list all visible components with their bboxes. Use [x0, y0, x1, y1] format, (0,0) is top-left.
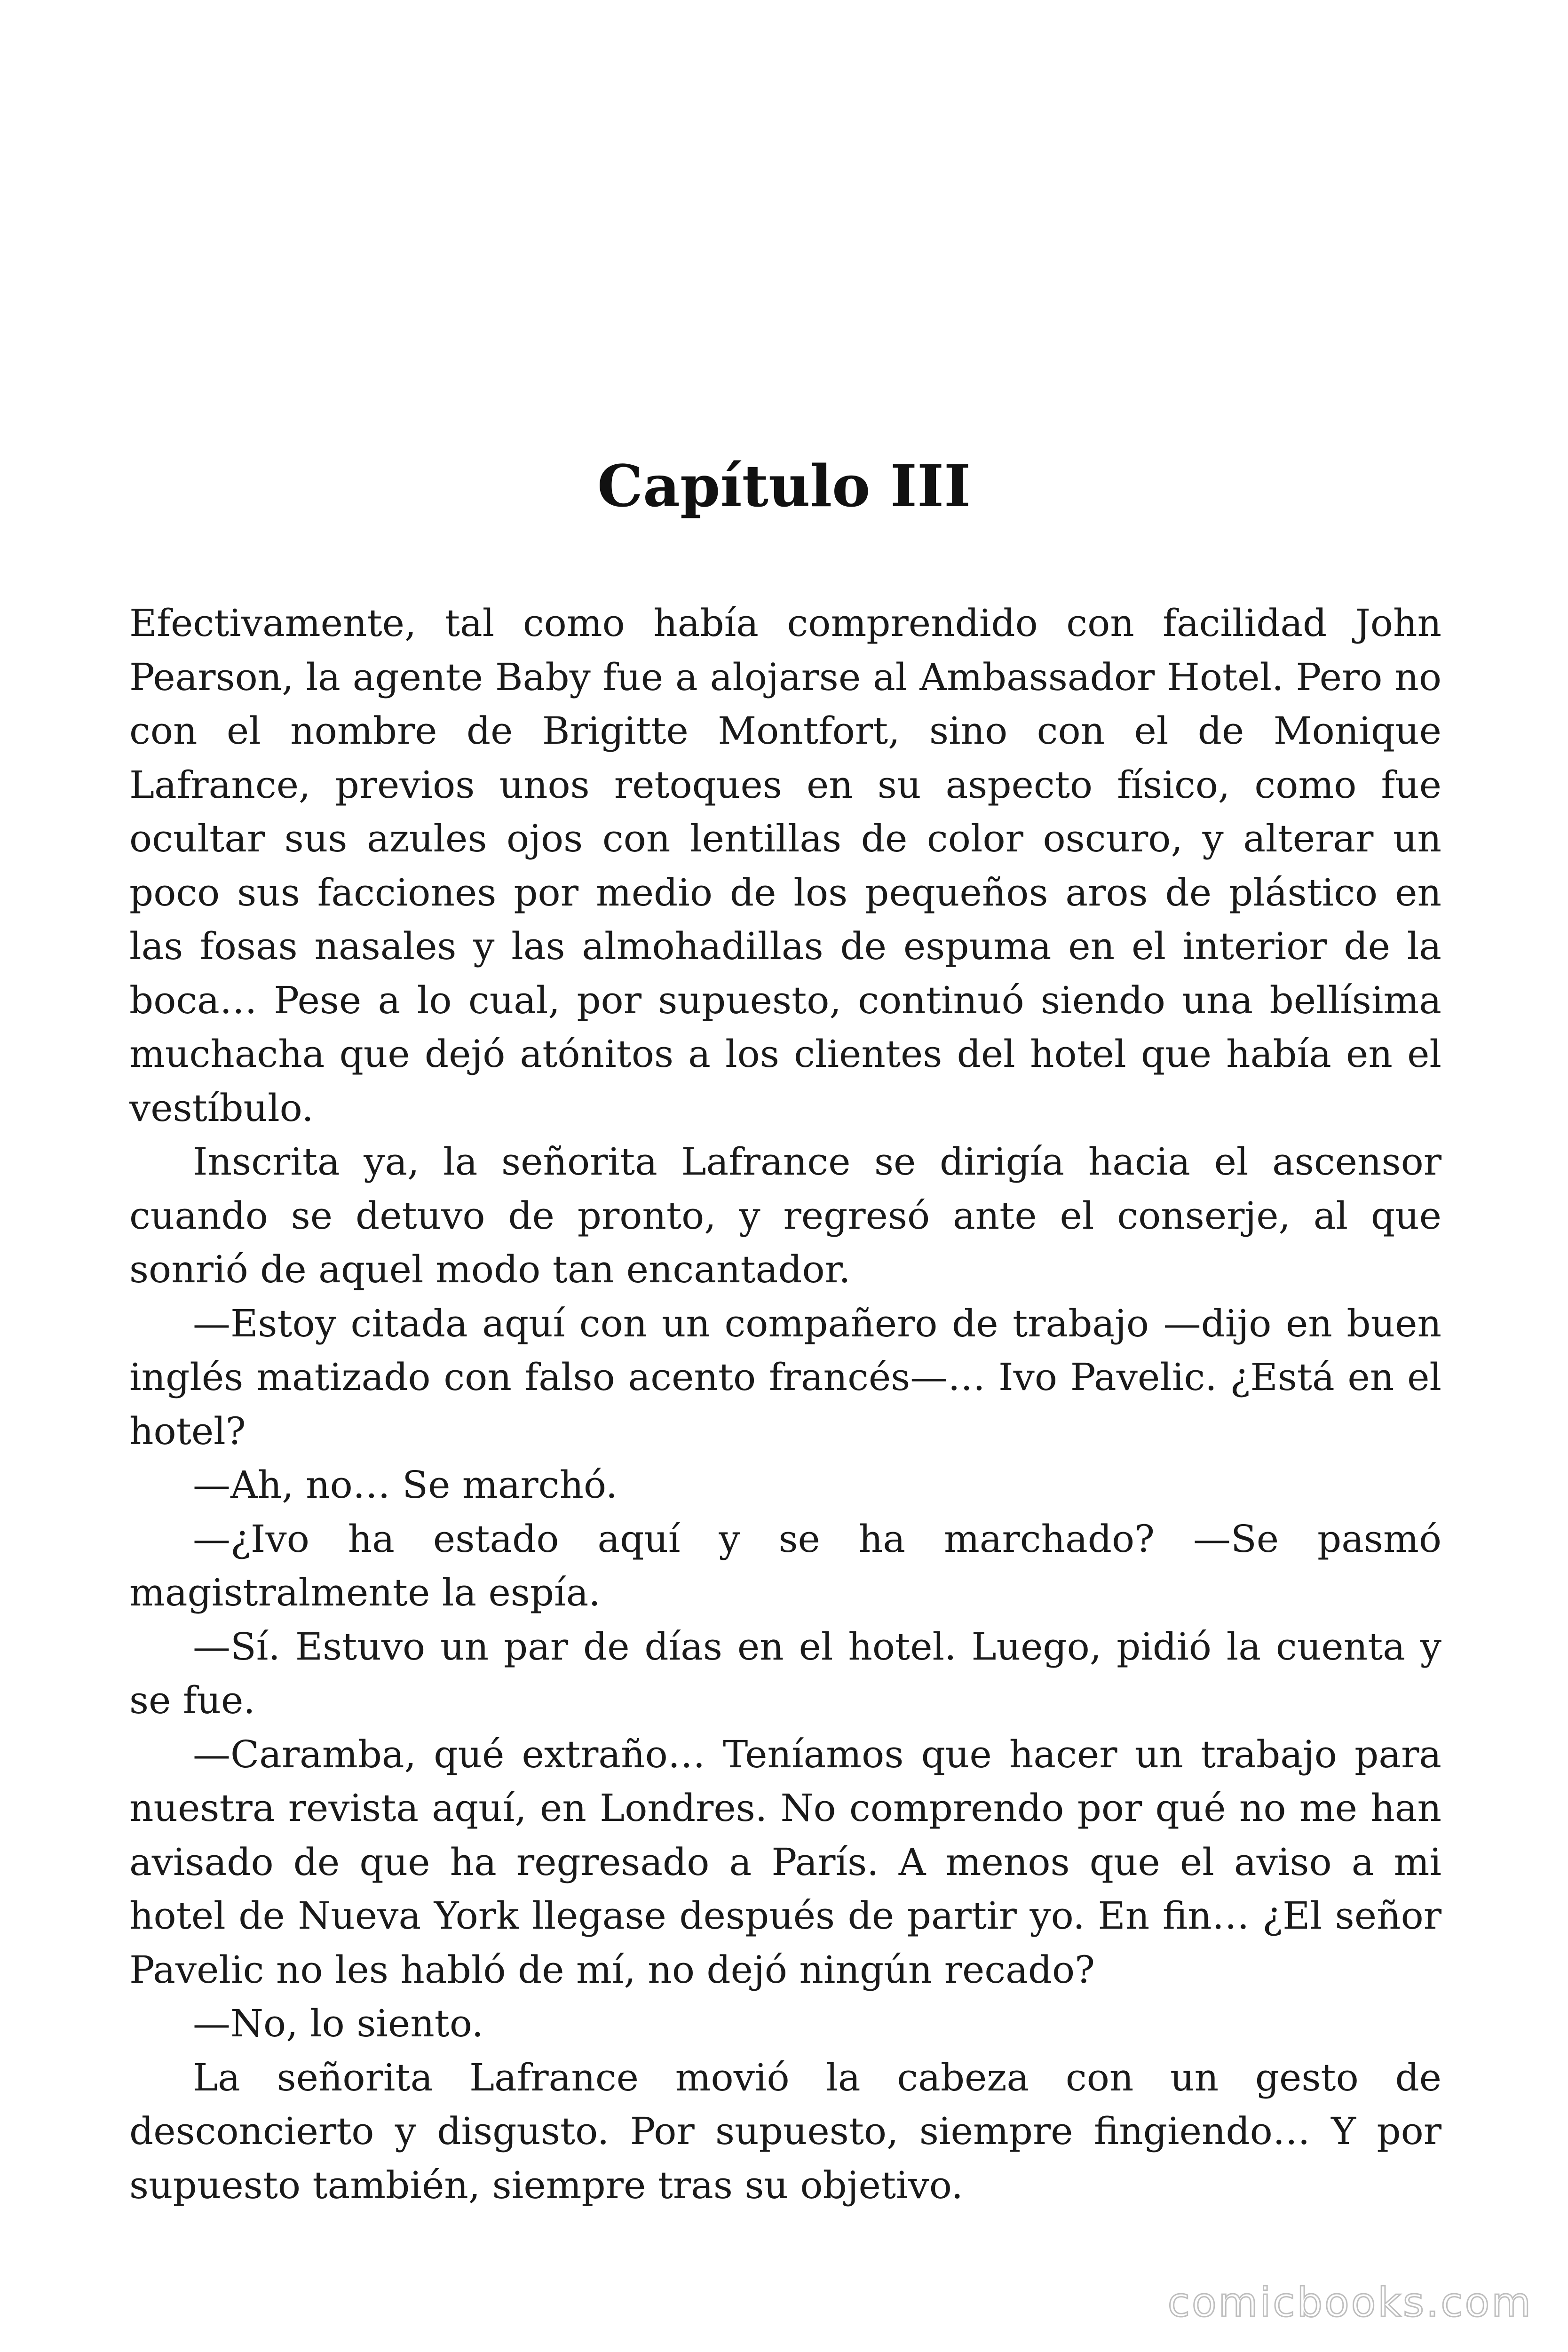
paragraph-3: —Estoy citada aquí con un compañero de trabajo —dijo en buen inglés matizado con falso acento francés—… Ivo Pavelic. ¿Está en el hotel?: [129, 1301, 1441, 1453]
paragraph-6: —Sí. Estuvo un par de días en el hotel. Luego, pidió la cuenta y se fue.: [129, 1624, 1441, 1722]
paragraph-5: —¿Ivo ha estado aquí y se ha marchado? —Se pasmó magistralmente la espía.: [129, 1517, 1441, 1614]
paragraph-4: —Ah, no… Se marchó.: [193, 1463, 618, 1507]
watermark: comicbooks.com: [1167, 2279, 1533, 2326]
paragraph-1: Efectivamente, tal como había comprendido con facilidad John Pearson, la agente Baby fue a alojarse al Ambassador Hotel. Pero no con el nombre de Brigitte Montfort, sino con el de Monique Lafrance, previos unos retoques en su aspecto físico, como fue ocultar sus azules ojos con lentillas de color oscuro, y alterar un poco sus facciones por medio de los pequeños aros de plástico en las fosas nasales y las almohadillas de espuma en el interior de la boca… Pese a lo cual, por supuesto, continuó siendo una bellísima muchacha que dejó atónitos a los clientes del hotel que había en el vestíbulo.: [129, 601, 1441, 1130]
paragraph-9: La señorita Lafrance movió la cabeza con un gesto de desconcierto y disgusto. Por supuesto, siempre fingiendo… Y por supuesto también, siempre tras su objetivo.: [129, 2055, 1441, 2207]
paragraph-2: Inscrita ya, la señorita Lafrance se dirigía hacia el ascensor cuando se detuvo de pronto, y regresó ante el conserje, al que sonrió de aquel modo tan encantador.: [129, 1140, 1441, 1291]
chapter-body: [129, 596, 1441, 2212]
paragraph-8: —No, lo siento.: [193, 2002, 484, 2045]
paragraph-7: —Caramba, qué extraño… Teníamos que hacer un trabajo para nuestra revista aquí, en Londres. No comprendo por qué no me han avisado de que ha regresado a París. A menos que el aviso a mi hotel de Nueva York llegase después de partir yo. En fin… ¿El señor Pavelic no les habló de mí, no dejó ningún recado?: [129, 1732, 1441, 1992]
chapter-title: Capítulo III: [597, 452, 971, 520]
